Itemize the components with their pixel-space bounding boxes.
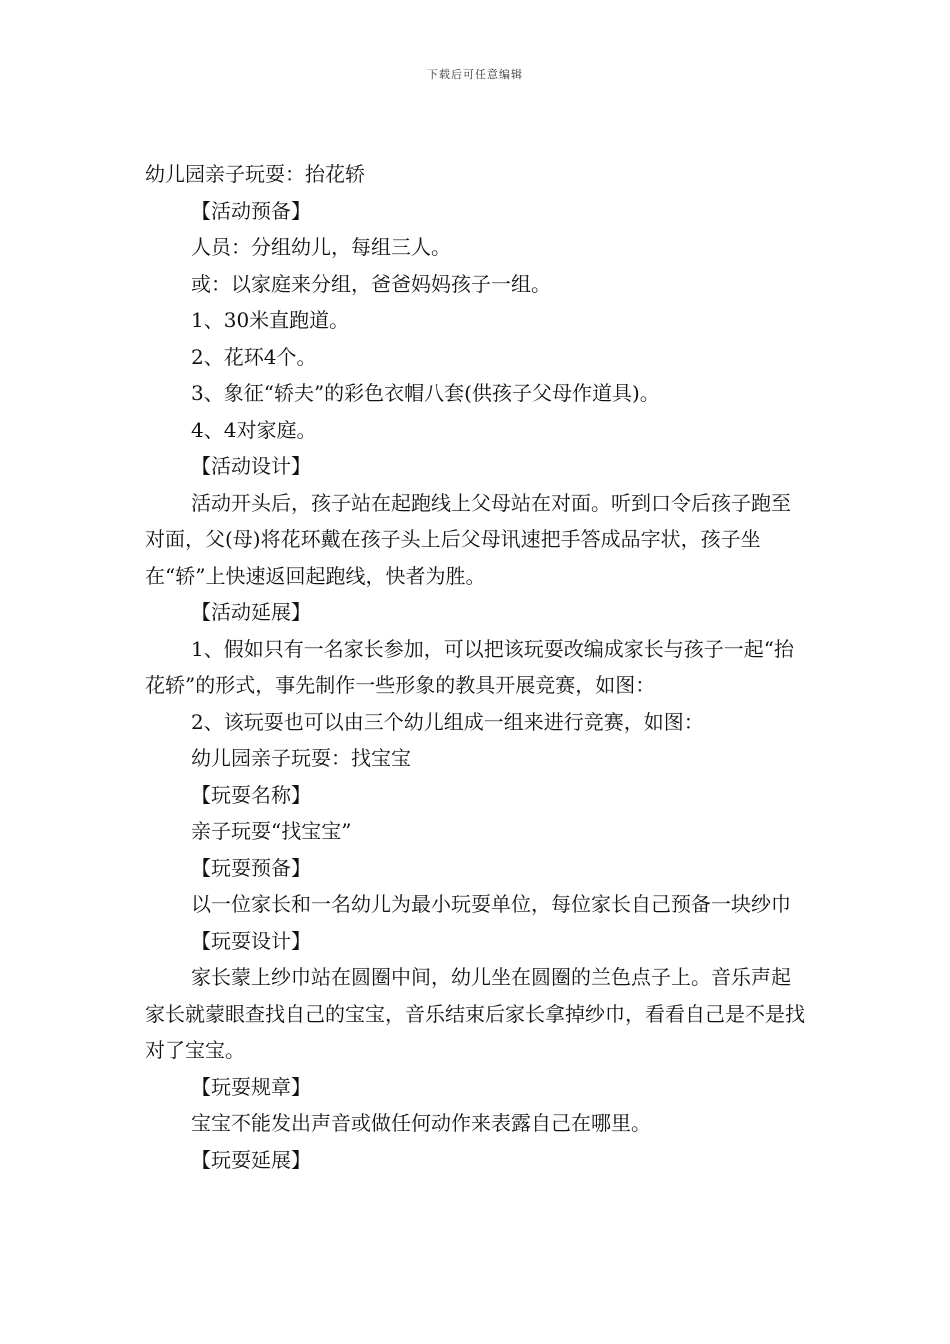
list-item: 1、假如只有一名家长参加，可以把该玩耍改编成家长与孩子一起“抬花轿”的形式，事先制作一些形象的教具开展竞赛，如图： — [145, 636, 794, 697]
paragraph: 或：以家庭来分组，爸爸妈妈孩子一组。 — [191, 271, 551, 296]
paragraph: 人员：分组幼儿，每组三人。 — [191, 235, 451, 259]
section-heading: 【活动预备】 — [191, 198, 311, 223]
section-heading: 【玩耍预备】 — [191, 855, 311, 880]
section-heading: 【活动延展】 — [191, 600, 311, 624]
section-heading: 【玩耍延展】 — [191, 1147, 311, 1172]
section-heading: 【活动设计】 — [191, 454, 311, 478]
doc-title-1: 幼儿园亲子玩耍：抬花轿 — [145, 162, 365, 186]
list-item: 2、该玩耍也可以由三个幼儿组成一组来进行竞赛，如图： — [191, 709, 704, 734]
paragraph: 家长蒙上纱巾站在圆圈中间，幼儿坐在圆圈的兰色点子上。音乐声起家长就蒙眼查找自己的宝宝，音乐结束后家长拿掉纱巾，看看自己是不是找对了宝宝。 — [145, 965, 805, 1062]
document-body — [145, 156, 809, 1178]
paragraph: 亲子玩耍“找宝宝” — [191, 819, 352, 843]
list-item: 4、4对家庭。 — [191, 417, 317, 442]
paragraph: 宝宝不能发出声音或做任何动作来表露自己在哪里。 — [191, 1111, 651, 1135]
page-header: 下载后可任意编辑 — [427, 68, 523, 81]
doc-title-2: 幼儿园亲子玩耍：找宝宝 — [191, 746, 411, 770]
section-heading: 【玩耍名称】 — [191, 782, 311, 807]
list-item: 1、30米直跑道。 — [191, 308, 350, 332]
section-heading: 【玩耍规章】 — [191, 1074, 311, 1099]
list-item: 2、花环4个。 — [191, 344, 317, 369]
section-heading: 【玩耍设计】 — [191, 928, 311, 953]
list-item: 3、象征“轿夫”的彩色衣帽八套(供孩子父母作道具)。 — [191, 381, 660, 405]
paragraph: 以一位家长和一名幼儿为最小玩耍单位，每位家长自己预备一块纱巾 — [191, 892, 791, 916]
paragraph: 活动开头后，孩子站在起跑线上父母站在对面。听到口令后孩子跑至对面，父(母)将花环戴在孩子头上后父母讯速把手答成品字状，孩子坐在“轿”上快速返回起跑线，快者为胜。 — [145, 490, 791, 588]
